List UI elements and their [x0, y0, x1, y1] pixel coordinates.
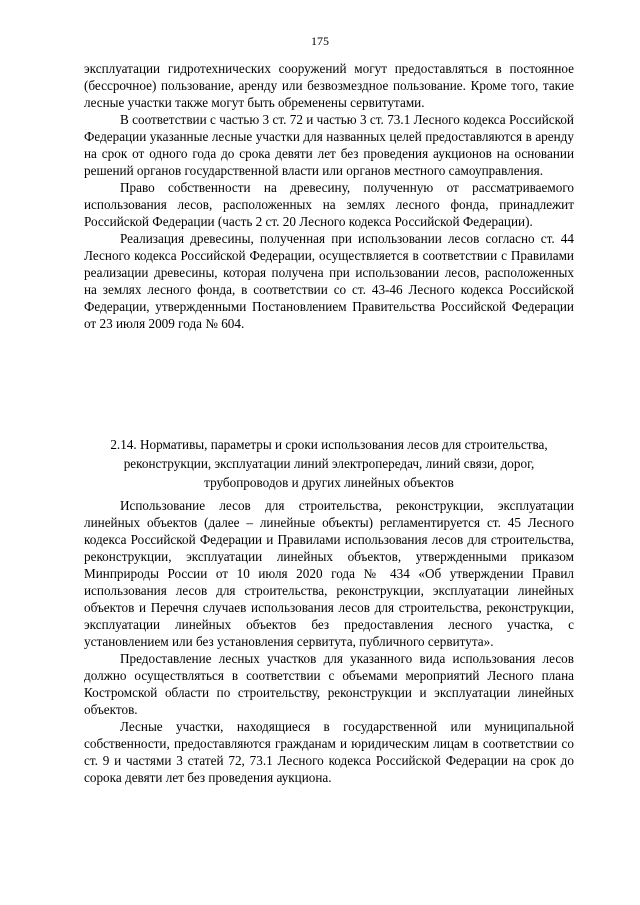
paragraph-land-provision: Лесные участки, находящиеся в государственной или муниципальной собственности, предоставляются гражданам и юридическим лицам в соответствии со ст. 9 и частями 3 статей 72, 73.1 Лесного кодекса Российской Федерации на срок до сорока девяти лет без проведения аукциона.: [84, 719, 574, 785]
section-heading-block: [84, 435, 574, 492]
top-text-block: [84, 60, 574, 332]
paragraph-timber-sale: Реализация древесины, полученная при использовании лесов согласно ст. 44 Лесного кодекса Российской Федерации, осуществляется в соответствии с Правилами реализации древесины, которая получена при использовании лесов, расположенных на землях лесного фонда, в соответствии со ст. 43-46 Лесного кодекса Российской Федерации, утвержденными Постановлением Правительства Российской Федерации от 23 июля 2009 года № 604.: [84, 231, 574, 331]
paragraph-linear-objects-regulation: Использование лесов для строительства, реконструкции, эксплуатации линейных объектов (далее – линейные объекты) регламентируется ст. 45 Лесного кодекса Российской Федерации и Правилами использования лесов для строительства, реконструкции, эксплуатации линейных объектов, утвержденными приказом Минприроды России от 10 июля 2020 года № 434 «Об утверждении Правил использования лесов для строительства, реконструкции, эксплуатации линейных объектов и Перечня случаев использования лесов для строительства, реконструкции, эксплуатации линейных объектов без предоставления лесного участка, с установлением или без установления сервитута, публичного сервитута».: [84, 498, 574, 649]
paragraph-timber-ownership: Право собственности на древесину, полученную от рассматриваемого использования лесов, расположенных на землях лесного фонда, принадлежит Российской Федерации (часть 2 ст. 20 Лесного кодекса Российской Федерации).: [84, 180, 574, 229]
page-number: 175: [311, 34, 329, 48]
paragraph-continuation: эксплуатации гидротехнических сооружений могут предоставляться в постоянное (бессрочное) пользование, аренду или безвозмездное пользование. Кроме того, такие лесные участки также могут быть обременены сервитутами.: [84, 61, 574, 110]
section-heading: 2.14. Нормативы, параметры и сроки использования лесов для строительства, реконструкции, эксплуатации линий электропередач, линий связи, дорог, трубопроводов и других линейных объектов: [110, 437, 548, 490]
bottom-text-block: [84, 497, 574, 786]
paragraph-forest-plan: Предоставление лесных участков для указанного вида использования лесов должно осуществляться в соответствии с объемами мероприятий Лесного плана Костромской области по строительству, реконструкции и эксплуатации линейных объектов.: [84, 651, 574, 717]
paragraph-lease-terms: В соответствии с частью 3 ст. 72 и частью 3 ст. 73.1 Лесного кодекса Российской Федерации указанные лесные участки для названных целей предоставляются в аренду на срок от одного года до срока девяти лет без проведения аукционов на основании решений органов государственной власти или органов местного самоуправления.: [84, 112, 574, 178]
